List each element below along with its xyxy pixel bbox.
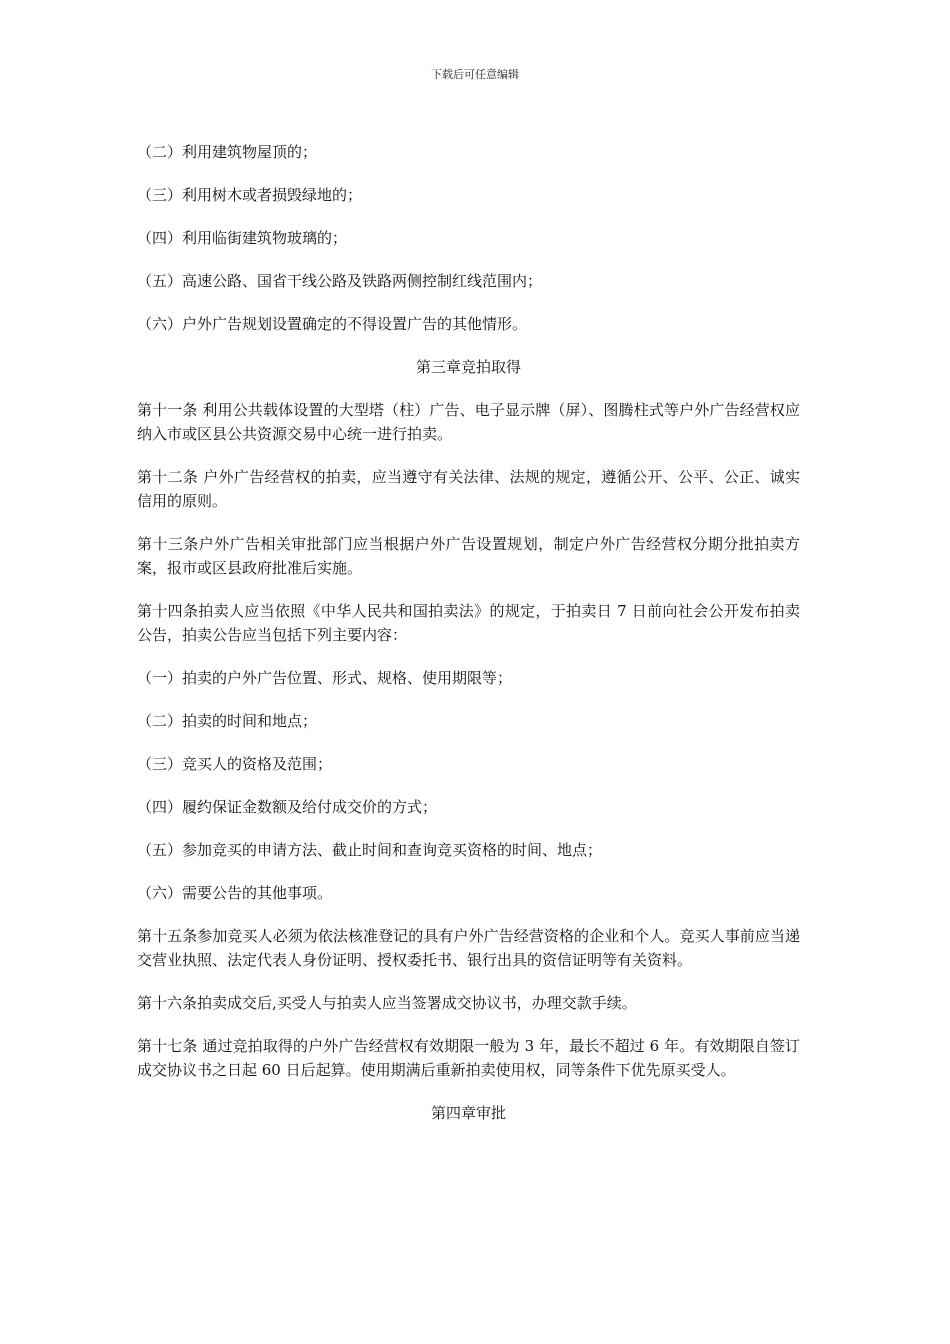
document-body [137, 140, 800, 1144]
page-header-note: 下载后可任意编辑 [431, 68, 519, 81]
list-item: （六）户外广告规划设置确定的不得设置广告的其他情形。 [137, 315, 528, 333]
chapter-title: 第四章审批 [430, 1104, 506, 1122]
list-item: （五）参加竞买的申请方法、截止时间和查询竞买资格的时间、地点； [137, 841, 603, 859]
list-item: （三）竞买人的资格及范围； [137, 755, 333, 773]
article-paragraph: 第十一条 利用公共载体设置的大型塔（柱）广告、电子显示牌（屏）、图腾柱式等户外广告经营权应纳入市或区县公共资源交易中心统一进行拍卖。 [137, 401, 800, 443]
article-paragraph: 第十七条 通过竞拍取得的户外广告经营权有效期限一般为 3 年，最长不超过 6 年。有效期限自签订成交协议书之日起 60 日后起算。使用期满后重新拍卖使用权，同等条件下优先原买受人。 [137, 1037, 800, 1079]
list-item: （五）高速公路、国省干线公路及铁路两侧控制红线范围内； [137, 272, 543, 290]
chapter-title: 第三章竞拍取得 [415, 358, 521, 376]
list-item: （二）拍卖的时间和地点； [137, 712, 318, 730]
list-item: （二）利用建筑物屋顶的； [137, 143, 318, 161]
article-paragraph: 第十六条拍卖成交后,买受人与拍卖人应当签署成交协议书，办理交款手续。 [137, 994, 637, 1012]
article-paragraph: 第十三条户外广告相关审批部门应当根据户外广告设置规划，制定户外广告经营权分期分批拍卖方案，报市或区县政府批准后实施。 [137, 535, 800, 577]
list-item: （四）履约保证金数额及给付成交价的方式； [137, 798, 438, 816]
article-paragraph: 第十四条拍卖人应当依照《中华人民共和国拍卖法》的规定，于拍卖日 7 日前向社会公开发布拍卖公告，拍卖公告应当包括下列主要内容： [137, 602, 800, 644]
list-item: （四）利用临街建筑物玻璃的； [137, 229, 348, 247]
list-item: （三）利用树木或者损毁绿地的； [137, 186, 363, 204]
list-item: （六）需要公告的其他事项。 [137, 884, 333, 902]
article-paragraph: 第十五条参加竞买人必须为依法核准登记的具有户外广告经营资格的企业和个人。竞买人事前应当递交营业执照、法定代表人身份证明、授权委托书、银行出具的资信证明等有关资料。 [137, 927, 800, 969]
list-item: （一）拍卖的户外广告位置、形式、规格、使用期限等； [137, 669, 513, 687]
article-paragraph: 第十二条 户外广告经营权的拍卖，应当遵守有关法律、法规的规定，遵循公开、公平、公正、诚实信用的原则。 [137, 468, 800, 510]
